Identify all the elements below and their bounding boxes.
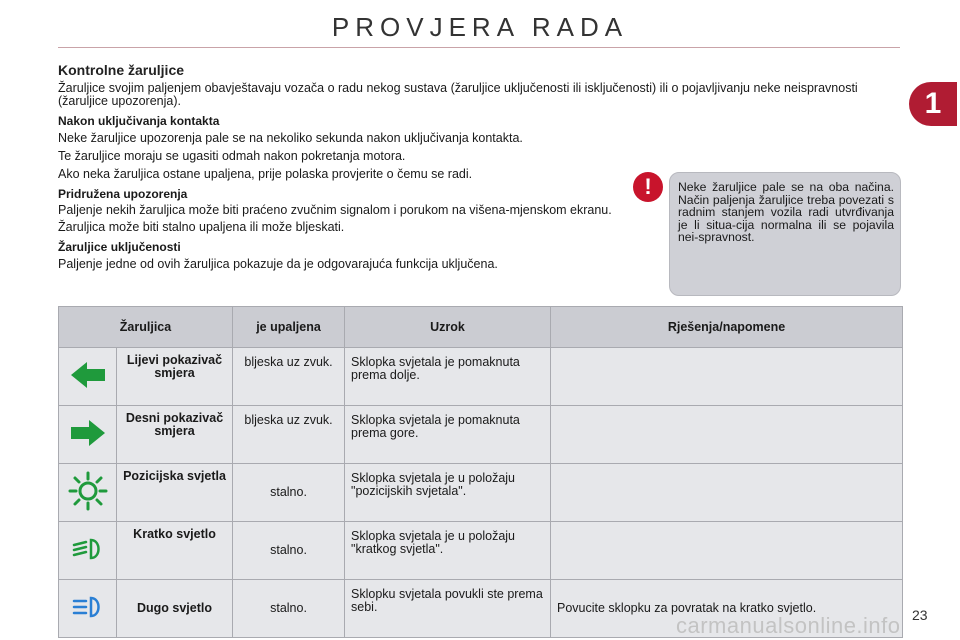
lamp-cause: Sklopka svjetala je pomaknuta prema dolje. bbox=[345, 348, 551, 406]
page-number: 23 bbox=[912, 607, 928, 623]
lamp-cause: Sklopka svjetala je u položaju "kratkog svjetla". bbox=[345, 522, 551, 580]
contact-line: Te žaruljice moraju se ugasiti odmah nakon pokretanja motora. bbox=[58, 149, 406, 163]
lamp-name: Pozicijska svjetla bbox=[117, 464, 233, 522]
table-row bbox=[59, 464, 903, 522]
table-row bbox=[59, 522, 903, 580]
indicator-table bbox=[58, 306, 902, 638]
section-title: Kontrolne žaruljice bbox=[58, 62, 185, 78]
lamp-state: stalno. bbox=[233, 522, 345, 580]
lamp-cause: Sklopka svjetala je u položaju "pozicijskih svjetala". bbox=[345, 464, 551, 522]
table-row bbox=[59, 406, 903, 464]
header-cause: Uzrok bbox=[345, 307, 551, 348]
lamp-solution: Povucite sklopku za povratak na kratko svjetlo. bbox=[551, 580, 903, 638]
note-box: Neke žaruljice pale se na oba načina. Način paljenja žaruljice treba povezati s radnim stanjem vozila radi utvrđivanja je li situa-cija normalna ili se pojavila nei-spravnost. bbox=[669, 172, 901, 296]
dipped-beam-icon bbox=[59, 522, 117, 580]
watermark: carmanualsonline.info bbox=[676, 613, 901, 638]
warnings-line: Paljenje nekih žaruljica može biti praćeno zvučnim signalom i porukom na višena-mjenskom ekranu. bbox=[58, 203, 612, 217]
lamp-name: Lijevi pokazivač smjera bbox=[117, 348, 233, 406]
warnings-line: Žaruljica može biti stalno upaljena ili može bljeskati. bbox=[58, 220, 345, 234]
lamp-name: Kratko svjetlo bbox=[117, 522, 233, 580]
sidelight-icon bbox=[59, 464, 117, 522]
warnings-subheading: Pridružena upozorenja bbox=[58, 187, 188, 201]
lamp-state: bljeska uz zvuk. bbox=[233, 406, 345, 464]
intro-text: Žaruljice svojim paljenjem obavještavaju vozača o radu nekog sustava (žaruljice uključenosti ili isključenosti) ili o pojavljivanju neke neispravnosti (žaruljice upozorenja). bbox=[58, 81, 858, 108]
lamp-state: bljeska uz zvuk. bbox=[233, 348, 345, 406]
lamp-solution bbox=[551, 406, 903, 464]
header-state: je upaljena bbox=[233, 307, 345, 348]
indicators-line: Paljenje jedne od ovih žaruljica pokazuje da je odgovarajuća funkcija uključena. bbox=[58, 257, 498, 271]
lamp-cause: Sklopka svjetala je pomaknuta prema gore. bbox=[345, 406, 551, 464]
contact-line: Ako neka žaruljica ostane upaljena, prije polaska provjerite o čemu se radi. bbox=[58, 167, 473, 181]
left-arrow-icon bbox=[59, 348, 117, 406]
indicators-subheading: Žaruljice uključenosti bbox=[58, 240, 181, 254]
table-row bbox=[59, 348, 903, 406]
header-lamp: Žaruljica bbox=[59, 307, 233, 348]
chapter-tab[interactable]: 1 bbox=[909, 82, 957, 126]
lamp-state: stalno. bbox=[233, 580, 345, 638]
lamp-cause: Sklopku svjetala povukli ste prema sebi. bbox=[345, 580, 551, 638]
page-title: PROVJERA RADA bbox=[331, 12, 629, 42]
lamp-solution bbox=[551, 464, 903, 522]
lamp-solution bbox=[551, 522, 903, 580]
right-arrow-icon bbox=[59, 406, 117, 464]
header-solution: Rješenja/napomene bbox=[551, 307, 903, 348]
table-header-row bbox=[59, 307, 903, 348]
lamp-state: stalno. bbox=[233, 464, 345, 522]
lamp-name: Dugo svjetlo bbox=[117, 580, 233, 638]
warning-exclamation-icon: ! bbox=[633, 172, 663, 202]
lamp-solution bbox=[551, 348, 903, 406]
title-divider bbox=[58, 47, 900, 48]
contact-line: Neke žaruljice upozorenja pale se na nekoliko sekunda nakon uključivanja kontakta. bbox=[58, 131, 523, 145]
lamp-name: Desni pokazivač smjera bbox=[117, 406, 233, 464]
contact-subheading: Nakon uključivanja kontakta bbox=[58, 114, 220, 128]
main-beam-icon bbox=[59, 580, 117, 638]
